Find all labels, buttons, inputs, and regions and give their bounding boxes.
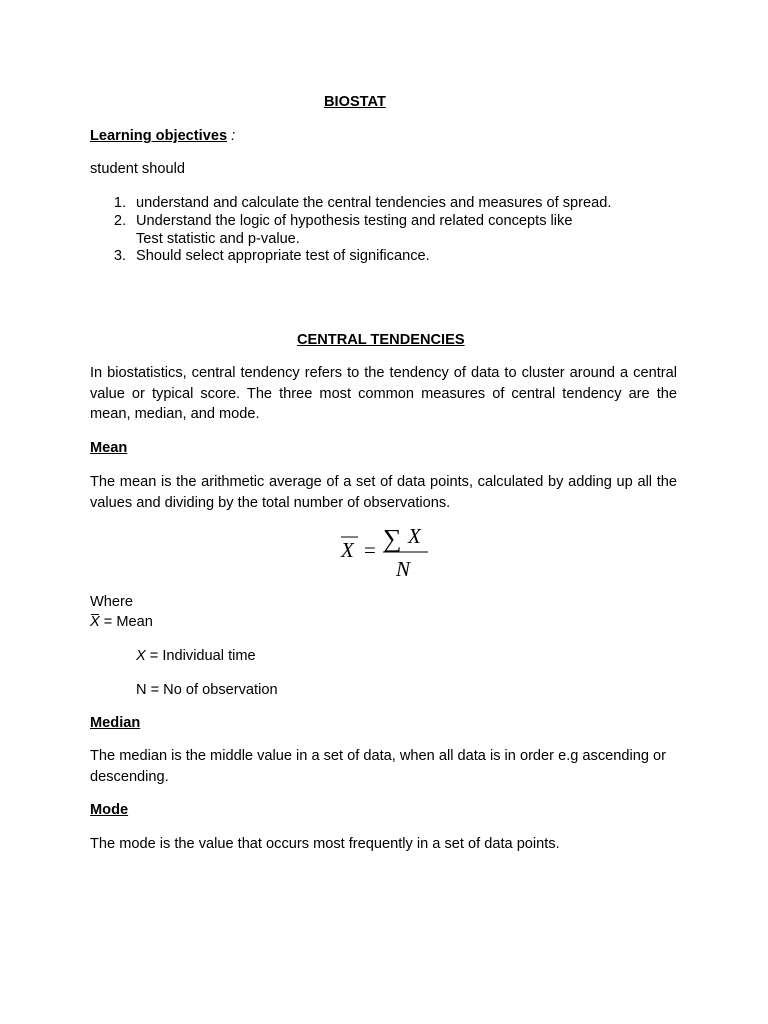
objectives-heading-line [90, 126, 235, 146]
list-item-text: understand and calculate the central tendencies and measures of spread. [136, 195, 612, 211]
document-title: BIOSTAT [324, 94, 386, 110]
formula-denominator: N [396, 557, 411, 581]
definition-text: = Mean [99, 614, 153, 630]
mean-heading: Mean [90, 440, 128, 456]
formula-sigma: ∑ [383, 524, 402, 553]
central-tendencies-heading: CENTRAL TENDENCIES [297, 332, 465, 348]
central-tendencies-paragraph: In biostatistics, central tendency refers to the tendency of data to cluster around a central value or typical score. The three most common measures of central tendency are the mean, median, and mode. [90, 365, 677, 423]
formula-numerator: X [408, 524, 421, 548]
formula-lhs: X [341, 538, 354, 562]
x-symbol: X [136, 648, 146, 664]
list-item-text: Should select appropriate test of significance. [136, 248, 430, 264]
objectives-heading: Learning objectives [90, 128, 228, 144]
mode-paragraph: The mode is the value that occurs most frequently in a set of data points. [90, 836, 560, 852]
objectives-colon: : [231, 128, 236, 144]
where-label: Where [90, 594, 133, 610]
list-item-number: 1. [113, 195, 126, 211]
median-heading: Median [90, 715, 141, 731]
mean-paragraph: The mean is the arithmetic average of a set of data points, calculated by adding up all the values and dividing by the total number of observations. [90, 474, 677, 511]
definition-mean [90, 612, 153, 632]
definition-individual [136, 646, 256, 666]
list-item-text-continued: Test statistic and p-value. [136, 231, 300, 247]
definition-observations [136, 680, 278, 700]
mode-heading: Mode [90, 802, 129, 818]
definition-text: = Individual time [145, 648, 256, 664]
mean-formula [336, 519, 432, 581]
formula-equals: = [364, 538, 376, 562]
list-item-number: 2. [113, 213, 126, 229]
objectives-intro: student should [90, 161, 185, 177]
median-paragraph: The median is the middle value in a set of data, when all data is in order e.g ascending or descending. [90, 748, 666, 785]
xbar-symbol: X [90, 614, 100, 630]
n-symbol: N [136, 682, 147, 698]
list-item-number: 3. [113, 248, 126, 264]
list-item-text: Understand the logic of hypothesis testing and related concepts like [136, 213, 573, 229]
definition-text: = No of observation [146, 682, 278, 698]
